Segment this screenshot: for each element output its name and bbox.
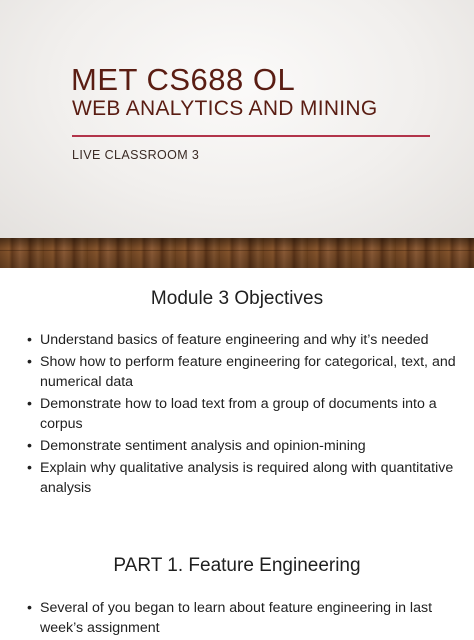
bullet-icon: • [27,332,32,348]
objectives-slide [0,268,474,636]
list-item [27,394,457,434]
objectives-list [27,330,457,500]
list-item [27,458,457,498]
title-divider [72,135,430,137]
list-item-text: Explain why qualitative analysis is required along with quantitative analysis [40,460,454,496]
bullet-icon: • [27,396,32,412]
session-label: LIVE CLASSROOM 3 [72,148,200,162]
list-item [27,436,457,456]
title-slide [0,0,474,238]
course-subtitle: WEB ANALYTICS AND MINING [72,97,378,120]
list-item [27,598,457,638]
list-item [27,330,457,350]
list-item-text: Demonstrate how to load text from a group of documents into a corpus [40,396,437,432]
wood-floor-decoration [0,238,474,268]
bullet-icon: • [27,438,32,454]
bullet-icon: • [27,354,32,370]
bullet-icon: • [27,600,32,616]
course-title: MET CS688 OL [71,62,296,97]
part-heading: PART 1. Feature Engineering [113,555,361,576]
part-list [27,598,457,640]
list-item-text: Understand basics of feature engineering and why it’s needed [40,332,429,348]
bullet-icon: • [27,460,32,476]
objectives-heading: Module 3 Objectives [150,288,324,309]
list-item [27,352,457,392]
list-item-text: Show how to perform feature engineering for categorical, text, and numerical data [40,354,456,390]
list-item-text: Several of you began to learn about feature engineering in last week’s assignment [40,600,433,636]
list-item-text: Demonstrate sentiment analysis and opinion-mining [40,438,366,454]
